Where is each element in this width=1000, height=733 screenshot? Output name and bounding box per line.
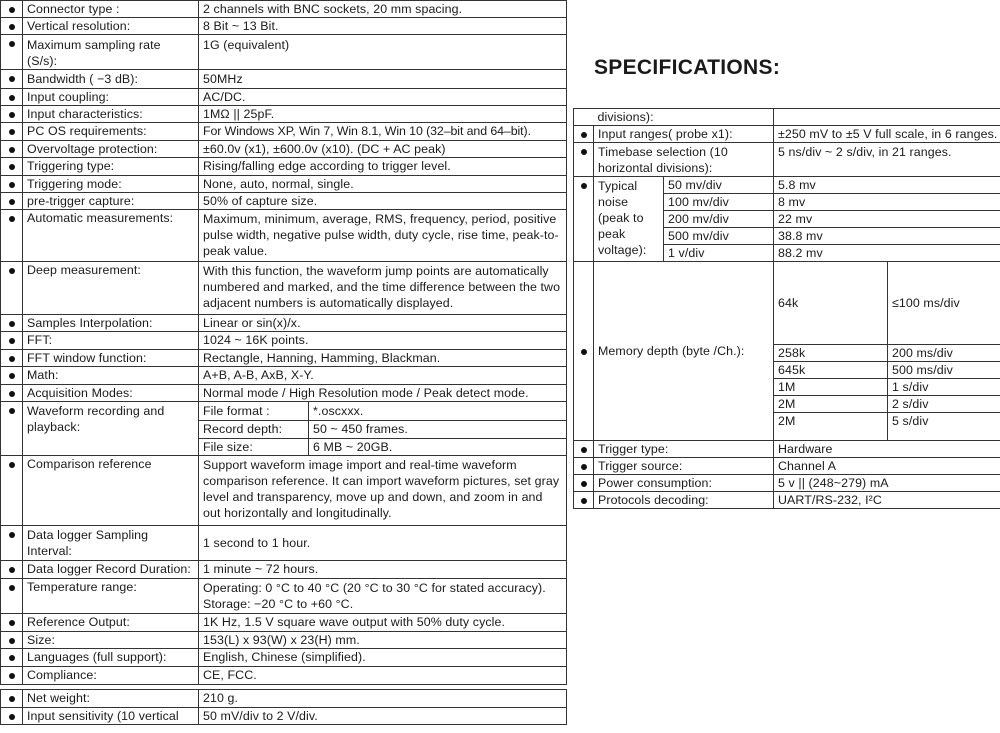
memory-subrow: 2M 2 s/div (574, 396, 1000, 413)
bullet-icon (9, 321, 15, 327)
spec-row-trigger-source: Trigger source: Channel A (574, 458, 1000, 475)
bullet-icon (581, 183, 587, 189)
spec-row-deep-measurement: Deep measurement: With this function, the waveform jump points are automatically numbered and marked, and the time difference between the two adjacent numbers is automatically displayed. (1, 262, 567, 315)
spec-row-size: Size: 153(L) x 93(W) x 23(H) mm. (1, 632, 567, 649)
memory-subrow: 645k 500 ms/div (574, 362, 1000, 379)
spec-row-waveform-recording: Waveform recording and playback: File format : *.oscxxx. (1, 402, 567, 421)
bullet-icon (9, 164, 15, 170)
spec-row-languages: Languages (full support): English, Chinese (simplified). (1, 649, 567, 667)
noise-subrow: 200 mv/div 22 mv (574, 211, 1000, 228)
spec-row-triggering-mode: Triggering mode: None, auto, normal, single. (1, 176, 567, 193)
noise-subrow: 500 mv/div 38.8 mv (574, 228, 1000, 245)
spec-row-input-characteristics: Input characteristics: 1MΩ || 25pF. (1, 106, 567, 123)
spec-row-input-ranges: Input ranges( probe x1): ±250 mV to ±5 V full scale, in 6 ranges. (574, 126, 1000, 143)
bullet-icon (581, 481, 587, 487)
spec-row-acquisition-modes: Acquisition Modes: Normal mode / High Resolution mode / Peak detect mode. (1, 385, 567, 402)
bullet-icon (9, 620, 15, 626)
bullet-icon (581, 132, 587, 138)
spec-row-net-weight: Net weight: 210 g. (1, 690, 567, 708)
noise-subrow: 1 v/div 88.2 mv (574, 245, 1000, 262)
bullet-icon (9, 112, 15, 118)
bullet-icon (9, 696, 15, 702)
right-spec-table (573, 108, 1000, 509)
bullet-icon (9, 714, 15, 720)
spec-row-vertical-resolution: Vertical resolution: 8 Bit ~ 13 Bit. (1, 18, 567, 35)
spec-row-overvoltage: Overvoltage protection: ±60.0v (x1), ±600.0v (x10). (DC + AC peak) (1, 141, 567, 158)
bullet-icon (9, 408, 15, 414)
spec-row-comparison-reference: Comparison reference Support waveform image import and real-time waveform comparison reference. It can import waveform pictures, set gray level and transparency, move up and down, and zoom in and out horizontally and longitudinally. (1, 456, 567, 526)
waveform-subrow: Record depth: 50 ~ 450 frames. (1, 421, 567, 439)
bullet-icon (9, 129, 15, 135)
spec-row-samples-interpolation: Samples Interpolation: Linear or sin(x)/x. (1, 315, 567, 332)
spec-row-power-consumption: Power consumption: 5 v || (248~279) mA (574, 475, 1000, 492)
bullet-icon (9, 41, 15, 47)
bullet-icon (9, 356, 15, 362)
spec-row-compliance: Compliance: CE, FCC. (1, 667, 567, 685)
bullet-icon (581, 349, 587, 355)
bullet-icon (9, 338, 15, 344)
spec-row-logger-duration: Data logger Record Duration: 1 minute ~ 72 hours. (1, 561, 567, 579)
bullet-icon (9, 95, 15, 101)
memory-subrow: 2M 5 s/div (574, 413, 1000, 441)
spec-row-protocols-decoding: Protocols decoding: UART/RS-232, I²C (574, 492, 1000, 509)
page-title: SPECIFICATIONS: (594, 56, 781, 79)
spec-row-automatic-measurements: Automatic measurements: Maximum, minimum, average, RMS, frequency, period, positive pulse width, negative pulse width, duty cycle, rise time, peak-to-peak value. (1, 210, 567, 262)
spec-row-typical-noise: Typical noise (peak to peak voltage): 50 mv/div 5.8 mv (574, 177, 1000, 194)
bullet-icon (9, 462, 15, 468)
bullet-icon (9, 199, 15, 205)
bullet-icon (9, 373, 15, 379)
bullet-icon (581, 464, 587, 470)
spec-row-divisions-cont: divisions): (574, 109, 1000, 126)
bullet-icon (581, 498, 587, 504)
bullet-icon (9, 216, 15, 222)
memory-subrow: 258k 200 ms/div (574, 345, 1000, 362)
memory-subrow: 1M 1 s/div (574, 379, 1000, 396)
spec-row-sampling-rate: Maximum sampling rate (S/s): 1G (equivalent) (1, 35, 567, 70)
spec-row-input-sensitivity: Input sensitivity (10 vertical 50 mV/div to 2 V/div. (1, 708, 567, 725)
bullet-icon (9, 182, 15, 188)
spec-row-pre-trigger: pre-trigger capture: 50% of capture size. (1, 193, 567, 210)
spec-row-memory-depth: Memory depth (byte /Ch.): 64k ≤100 ms/div (574, 262, 1000, 345)
bullet-icon (9, 655, 15, 661)
bullet-icon (9, 638, 15, 644)
spec-row-logger-interval: Data logger Sampling Interval: 1 second to 1 hour. (1, 526, 567, 561)
spec-row-fft: FFT: 1024 ~ 16K points. (1, 332, 567, 350)
bullet-icon (9, 391, 15, 397)
spec-row-temperature-range: Temperature range: Operating: 0 °C to 40 °C (20 °C to 30 °C for stated accuracy). Storage: −20 °C to +60 °C. (1, 579, 567, 614)
bullet-icon (9, 76, 15, 82)
bullet-icon (9, 585, 15, 591)
bullet-icon (9, 7, 15, 13)
spec-row-reference-output: Reference Output: 1K Hz, 1.5 V square wave output with 50% duty cycle. (1, 614, 567, 632)
spec-row-trigger-type: Trigger type: Hardware (574, 441, 1000, 458)
bullet-icon (581, 149, 587, 155)
spec-row-triggering-type: Triggering type: Rising/falling edge according to trigger level. (1, 158, 567, 176)
bullet-icon (9, 147, 15, 153)
spec-row-connector-type: Connector type : 2 channels with BNC sockets, 20 mm spacing. (1, 1, 567, 18)
waveform-subrow: File size: 6 MB ~ 20GB. (1, 439, 567, 456)
spec-row-math: Math: A+B, A-B, AxB, X-Y. (1, 367, 567, 385)
bullet-icon (9, 268, 15, 274)
noise-subrow: 100 mv/div 8 mv (574, 194, 1000, 211)
spec-row-pc-os: PC OS requirements: For Windows XP, Win 7, Win 8.1, Win 10 (32–bit and 64–bit). (1, 123, 567, 141)
spec-row-fft-window: FFT window function: Rectangle, Hanning, Hamming, Blackman. (1, 350, 567, 367)
bullet-icon (9, 532, 15, 538)
bullet-icon (9, 567, 15, 573)
bullet-icon (581, 447, 587, 453)
bullet-icon (9, 24, 15, 30)
spec-row-timebase: Timebase selection (10 horizontal divisions): 5 ns/div ~ 2 s/div, in 21 ranges. (574, 143, 1000, 177)
bullet-icon (9, 673, 15, 679)
spec-row-input-coupling: Input coupling: AC/DC. (1, 89, 567, 106)
spec-row-bandwidth: Bandwidth ( −3 dB): 50MHz (1, 70, 567, 89)
